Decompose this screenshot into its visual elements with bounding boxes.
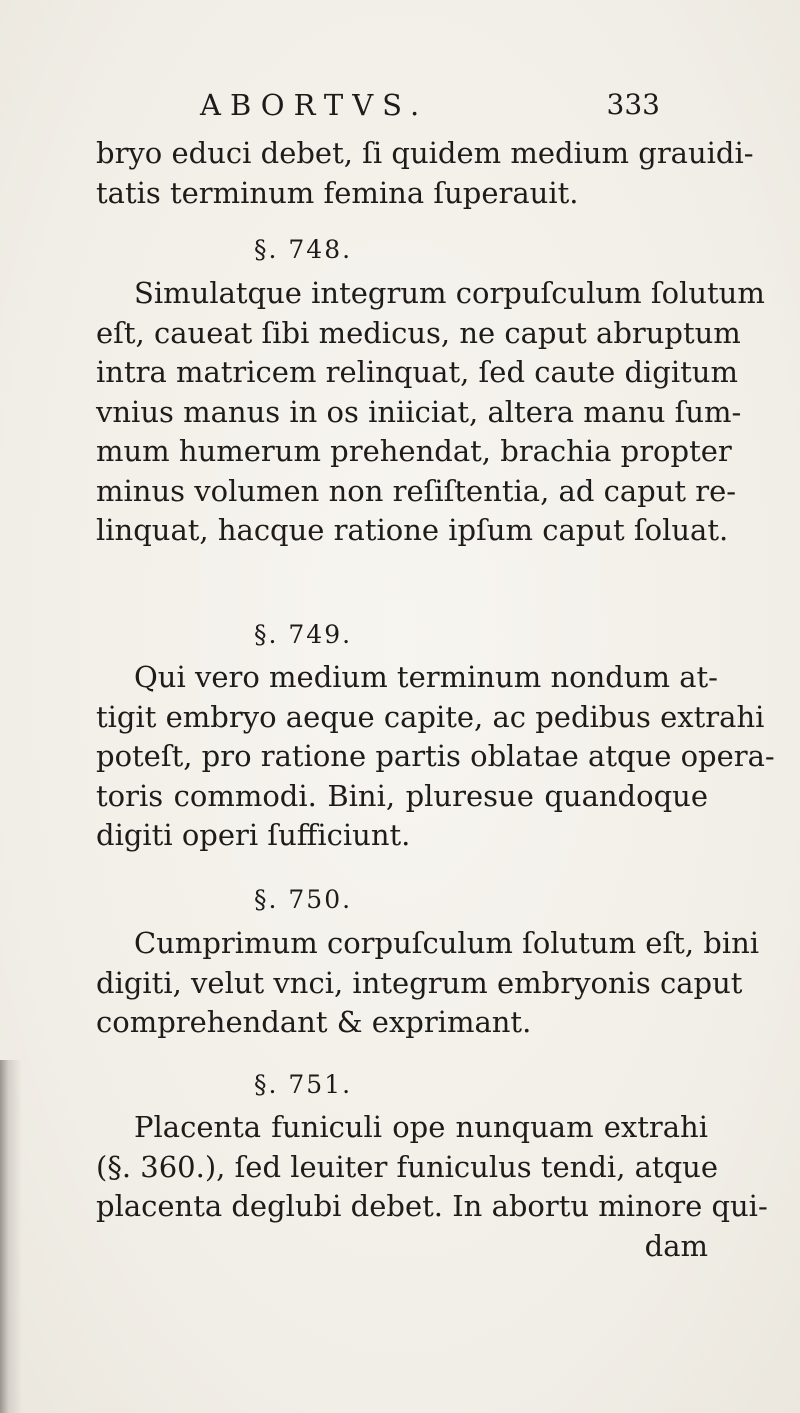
text-line: placenta deglubi debet. In abortu minore qui-: [96, 1189, 768, 1223]
running-title: ABORTVS.: [200, 88, 429, 122]
text-line: linquat, hacque ratione ipſum caput ſoluat.: [96, 513, 729, 547]
text-line: digiti operi ſufficiunt.: [96, 818, 411, 852]
section-heading-748: §. 748.: [254, 235, 353, 264]
text-line: bryo educi debet, ſi quidem medium grauidi-: [96, 136, 754, 170]
section-748-text: [96, 274, 765, 551]
catchword: dam: [644, 1228, 708, 1263]
text-line: Placenta funiculi ope nunquam extrahi: [134, 1110, 708, 1144]
section-749-text: [96, 658, 775, 856]
text-line: Cumprimum corpuſculum ſolutum eſt, bini: [134, 926, 760, 960]
section-heading-749: §. 749.: [254, 620, 353, 649]
running-header: [200, 88, 660, 128]
text-line: digiti, velut vnci, integrum embryonis caput: [96, 965, 743, 1000]
text-line: minus volumen non reſiſtentia, ad caput re-: [96, 473, 737, 508]
text-line: tigit embryo aeque capite, ac pedibus extrahi: [96, 699, 765, 734]
text-line: mum humerum prehendat, brachia propter: [96, 434, 732, 468]
text-line: Simulatque integrum corpuſculum ſolutum: [134, 276, 765, 310]
section-heading-750: §. 750.: [254, 885, 353, 914]
page-edge-shadow: [0, 1060, 22, 1413]
text-line: eſt, caueat ſibi medicus, ne caput abruptum: [96, 315, 741, 350]
section-750-text: [96, 924, 760, 1043]
page-number: 333: [606, 88, 660, 121]
text-line: tatis terminum femina ſuperauit.: [96, 175, 579, 210]
text-line: vnius manus in os iniiciat, altera manu ſum-: [96, 394, 742, 429]
section-heading-751: §. 751.: [254, 1070, 353, 1099]
section-751-text: [96, 1108, 768, 1266]
text-line: intra matricem relinquat, ſed caute digitum: [96, 355, 738, 389]
text-line: (§. 360.), ſed leuiter funiculus tendi, atque: [96, 1149, 718, 1184]
text-line: poteſt, pro ratione partis oblatae atque opera-: [96, 739, 775, 773]
continuation-paragraph: [96, 134, 754, 213]
text-line: comprehendant & exprimant.: [96, 1005, 532, 1039]
text-line: toris commodi. Bini, pluresue quandoque: [96, 778, 708, 813]
text-line: Qui vero medium terminum nondum at-: [134, 660, 718, 694]
